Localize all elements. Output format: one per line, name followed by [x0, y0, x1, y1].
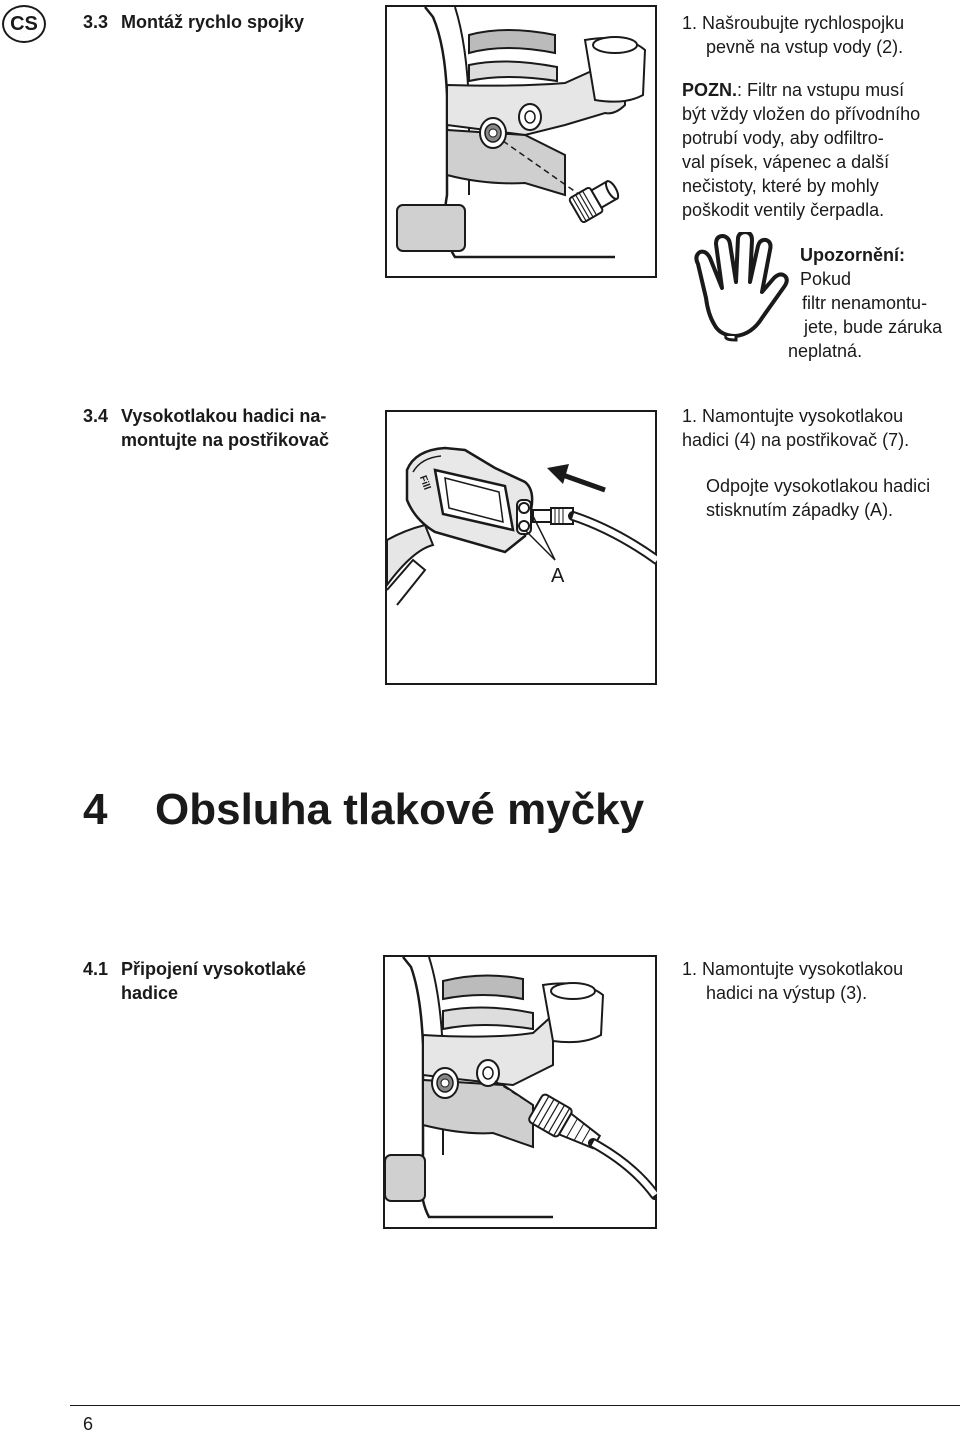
step-line: 1. Namontujte vysokotlakou	[682, 406, 904, 426]
page-number: 6	[83, 1414, 94, 1434]
warning-line: jete, bude záruka	[804, 317, 943, 337]
section-number: 3.3	[83, 12, 109, 32]
chapter-number: 4	[83, 785, 108, 834]
warning-hand-icon	[690, 232, 790, 342]
release-line: stisknutím západky (A).	[706, 500, 894, 520]
section-3-3-step1	[682, 11, 904, 59]
warning-label: Upozornění:	[800, 245, 905, 265]
note-line: : Filtr na vstupu musí	[737, 80, 905, 100]
svg-text:Fill: Fill	[416, 474, 433, 492]
section-3-4-step1	[682, 404, 909, 452]
release-line: Odpojte vysokotlakou hadici	[706, 476, 931, 496]
figure-spray-gun	[385, 410, 657, 685]
section-number: 4.1	[83, 959, 109, 979]
section-title-cont: hadice	[121, 983, 179, 1003]
footer-divider	[70, 1405, 960, 1406]
language-badge: CS	[2, 5, 46, 43]
warning-line: Pokud	[800, 269, 852, 289]
step-line: 1. Namontujte vysokotlakou	[682, 959, 904, 979]
note-line: potrubí vody, aby odfiltro-	[682, 128, 884, 148]
warning-line: filtr nenamontu-	[802, 293, 928, 313]
step-line: pevně na vstup vody (2).	[706, 37, 904, 57]
section-3-3-heading	[83, 10, 304, 34]
note-line: nečistoty, které by mohly	[682, 176, 879, 196]
section-title: Připojení vysokotlaké	[121, 959, 307, 979]
section-number: 3.4	[83, 406, 109, 426]
section-4-1-heading	[83, 957, 306, 1005]
step-line: hadici na výstup (3).	[706, 983, 868, 1003]
section-3-4-heading	[83, 404, 329, 452]
figure-quick-coupling	[385, 5, 657, 278]
section-4-1-step1	[682, 957, 903, 1005]
step-line: hadici (4) na postřikovač (7).	[682, 430, 910, 450]
section-3-3-warning	[788, 243, 960, 363]
note-line: poškodit ventily čerpadla.	[682, 200, 885, 220]
section-title: Vysokotlakou hadici na-	[121, 406, 327, 426]
figure-label-a: A	[551, 565, 565, 587]
note-line: val písek, vápenec a další	[682, 152, 890, 172]
section-3-3-note	[682, 78, 920, 222]
note-label: POZN.	[682, 80, 738, 100]
step-line: 1. Našroubujte rychlospojku	[682, 13, 905, 33]
chapter-4-heading	[83, 785, 644, 835]
note-line: být vždy vložen do přívodního	[682, 104, 921, 124]
chapter-title: Obsluha tlakové myčky	[155, 785, 645, 834]
figure-hose-outlet	[383, 955, 657, 1229]
section-3-4-release	[706, 474, 930, 522]
section-title-cont: montujte na postřikovač	[121, 430, 330, 450]
section-title: Montáž rychlo spojky	[121, 12, 305, 32]
warning-line: neplatná.	[788, 341, 863, 361]
